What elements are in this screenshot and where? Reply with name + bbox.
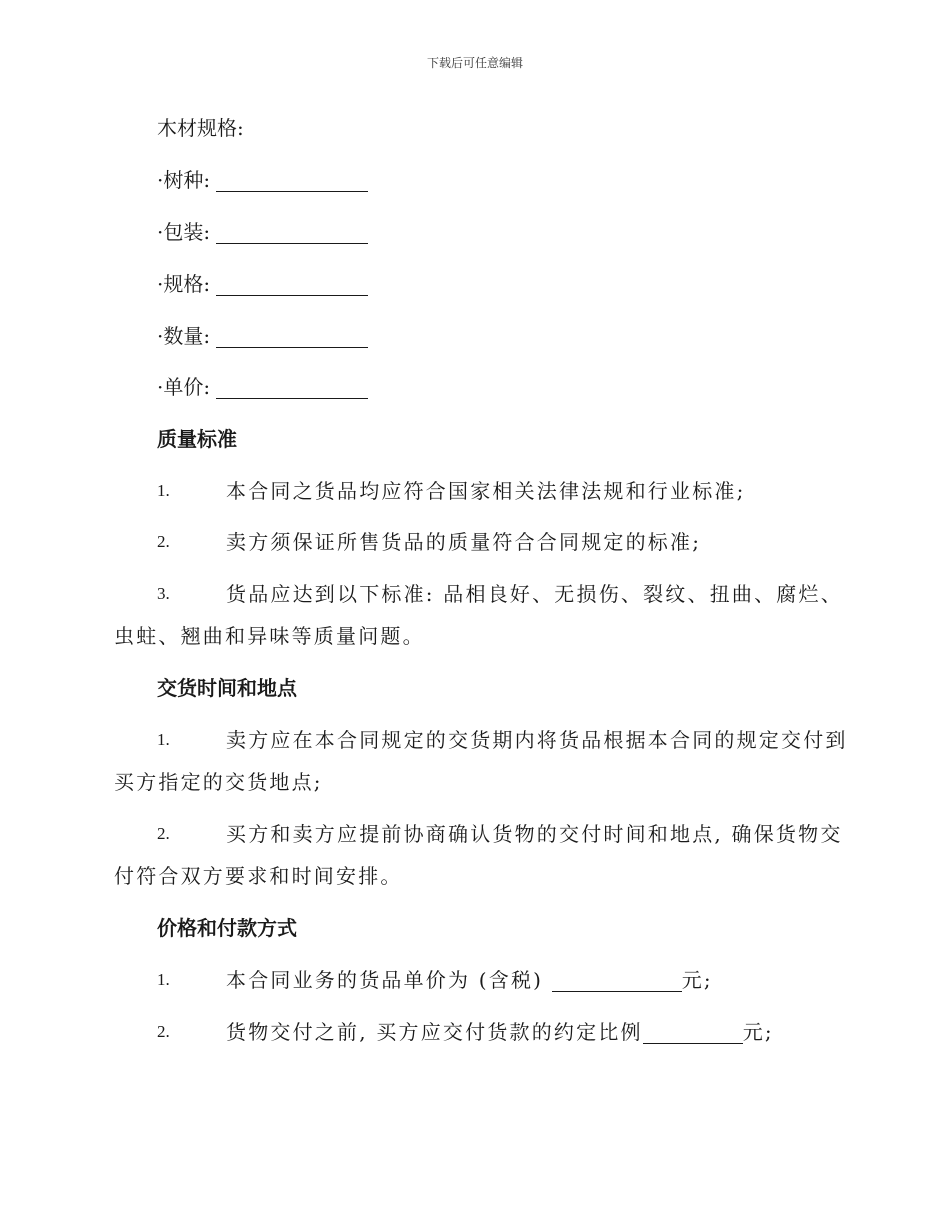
bullet: · xyxy=(157,324,164,348)
fill-blank xyxy=(216,223,368,244)
item-text: 卖方须保证所售货品的质量符合合同规定的标准; xyxy=(226,530,702,554)
delivery-heading: 交货时间和地点 xyxy=(157,676,297,700)
spec-item-quantity xyxy=(157,324,950,348)
spec-item-packaging xyxy=(157,220,950,244)
payment-heading: 价格和付款方式 xyxy=(157,916,297,940)
item-text-continued: 虫蛀、翘曲和异味等质量问题。 xyxy=(114,624,425,648)
text-after-blank: 元; xyxy=(742,1020,774,1044)
item-text xyxy=(226,968,713,992)
item-number: 2. xyxy=(157,532,170,551)
item-number: 1. xyxy=(157,730,170,749)
spec-label: 包装: xyxy=(163,220,211,244)
bullet: · xyxy=(157,272,164,296)
item-number: 2. xyxy=(157,1022,170,1041)
bullet: · xyxy=(157,168,164,192)
fill-blank xyxy=(216,327,368,348)
fill-blank xyxy=(216,275,368,296)
spec-item-species xyxy=(157,168,950,192)
spec-label: 树种: xyxy=(163,168,211,192)
quality-heading: 质量标准 xyxy=(157,427,237,451)
spec-label: 数量: xyxy=(163,324,211,348)
spec-item-unit-price xyxy=(157,375,950,399)
item-text: 货品应达到以下标准: 品相良好、无损伤、裂纹、扭曲、腐烂、 xyxy=(226,582,843,606)
fill-blank xyxy=(643,1023,743,1044)
fill-blank xyxy=(552,971,682,992)
fill-blank xyxy=(216,378,368,399)
text-before-blank: 货物交付之前, 买方应交付货款的约定比例 xyxy=(226,1020,643,1044)
spec-label: 单价: xyxy=(163,375,211,399)
text-before-blank: 本合同业务的货品单价为 (含税) xyxy=(226,968,552,992)
item-number: 3. xyxy=(157,584,170,603)
fill-blank xyxy=(216,171,368,192)
item-number: 1. xyxy=(157,970,170,989)
text-after-blank: 元; xyxy=(681,968,713,992)
item-text: 本合同之货品均应符合国家相关法律法规和行业标准; xyxy=(226,479,746,503)
page-header: 下载后可任意编辑 xyxy=(426,56,523,70)
item-number: 1. xyxy=(157,481,170,500)
bullet: · xyxy=(157,220,164,244)
bullet: · xyxy=(157,375,164,399)
spec-item-size xyxy=(157,272,950,296)
item-text-continued: 付符合双方要求和时间安排。 xyxy=(114,864,403,888)
wood-spec-title: 木材规格: xyxy=(157,116,244,140)
item-text xyxy=(226,1020,774,1044)
item-text: 买方和卖方应提前协商确认货物的交付时间和地点, 确保货物交 xyxy=(226,822,843,846)
item-text: 卖方应在本合同规定的交货期内将货品根据本合同的规定交付到 xyxy=(226,728,848,752)
item-text-continued: 买方指定的交货地点; xyxy=(114,770,323,794)
spec-label: 规格: xyxy=(163,272,211,296)
item-number: 2. xyxy=(157,824,170,843)
